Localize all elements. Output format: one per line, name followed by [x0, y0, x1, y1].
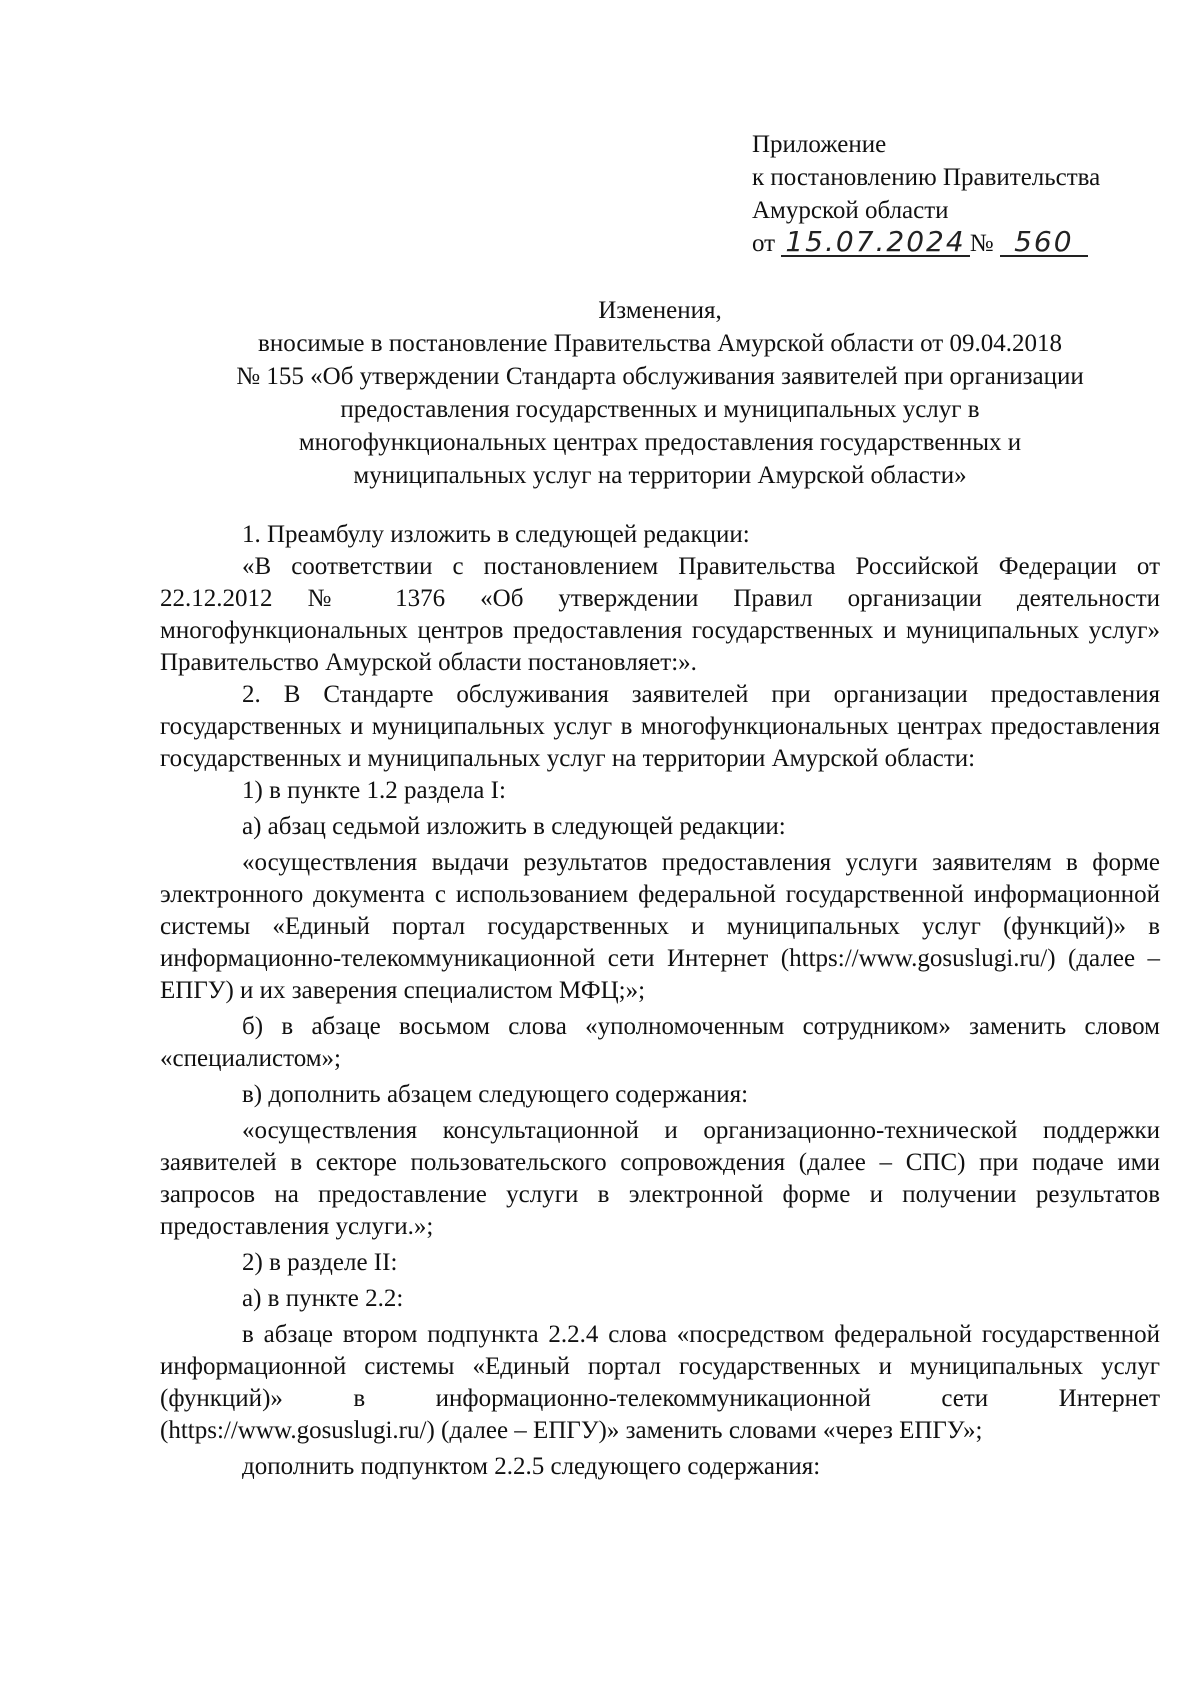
appendix-region: Амурской области [752, 197, 949, 224]
appendix-resolution-ref: к постановлению Правительства [752, 164, 1101, 191]
paragraph: 2. В Стандарте обслуживания заявителей при организации предоставления государственных и муниципальных услуг в многофункциональных центрах предоставления государственных и муниципальных услуг на территории Амурской области: [160, 681, 1160, 772]
appendix-header [752, 128, 1100, 260]
paragraph: а) в пункте 2.2: [242, 1285, 404, 1312]
paragraph: а) абзац седьмой изложить в следующей редакции: [242, 813, 786, 840]
date-prefix: от [752, 230, 776, 257]
title-line: муниципальных услуг на территории Амурской области» [353, 462, 967, 489]
document-title [160, 294, 1160, 492]
paragraph: 2) в разделе II: [242, 1249, 398, 1276]
title-line: № 155 «Об утверждении Стандарта обслуживания заявителей при организации [236, 363, 1084, 390]
title-line: вносимые в постановление Правительства Амурской области от 09.04.2018 [258, 330, 1062, 357]
paragraph: «осуществления консультационной и организационно-технической поддержки заявителей в секторе пользовательского сопровождения (далее – СПС) при подаче ими запросов на предоставление услуги в электронной форме и получении результатов предоставления услуги.»; [160, 1117, 1160, 1240]
paragraph: б) в абзаце восьмом слова «уполномоченным сотрудником» заменить словом «специалистом»; [160, 1013, 1160, 1072]
paragraph: в) дополнить абзацем следующего содержания: [242, 1081, 749, 1108]
handwritten-number: 560 [1000, 229, 1088, 257]
title-heading: Изменения, [598, 297, 722, 324]
paragraph: дополнить подпунктом 2.2.5 следующего содержания: [242, 1453, 821, 1480]
paragraph: 1. Преамбулу изложить в следующей редакции: [242, 521, 750, 548]
handwritten-date: 15.07.2024 [781, 229, 969, 257]
document-body [160, 515, 1160, 1483]
number-sign: № [969, 230, 994, 257]
paragraph: в абзаце втором подпункта 2.2.4 слова «посредством федеральной государственной информационной системы «Единый портал государственных и муниципальных услуг (функций)» в информационно-телекоммуникационной сети Интернет (https://www.gosuslugi.ru/) (далее – ЕПГУ)» заменить словами «через ЕПГУ»; [160, 1321, 1160, 1444]
appendix-date-number [752, 227, 1100, 260]
appendix-label: Приложение [752, 131, 887, 158]
paragraph: «В соответствии с постановлением Правительства Российской Федерации от 22.12.2012 № 1376 «Об утверждении Правил организации деятельности многофункциональных центров предоставления государственных и муниципальных услуг» Правительство Амурской области постановляет:». [160, 553, 1160, 676]
title-line: предоставления государственных и муниципальных услуг в [340, 396, 980, 423]
title-line: многофункциональных центрах предоставления государственных и [298, 429, 1022, 456]
paragraph: 1) в пункте 1.2 раздела I: [242, 777, 506, 804]
paragraph: «осуществления выдачи результатов предоставления услуги заявителям в форме электронного документа с использованием федеральной государственной информационной системы «Единый портал государственных и муниципальных услуг (функций)» в информационно-телекоммуникационной сети Интернет (https://www.gosuslugi.ru/) (далее – ЕПГУ) и их заверения специалистом МФЦ;»; [160, 849, 1160, 1004]
